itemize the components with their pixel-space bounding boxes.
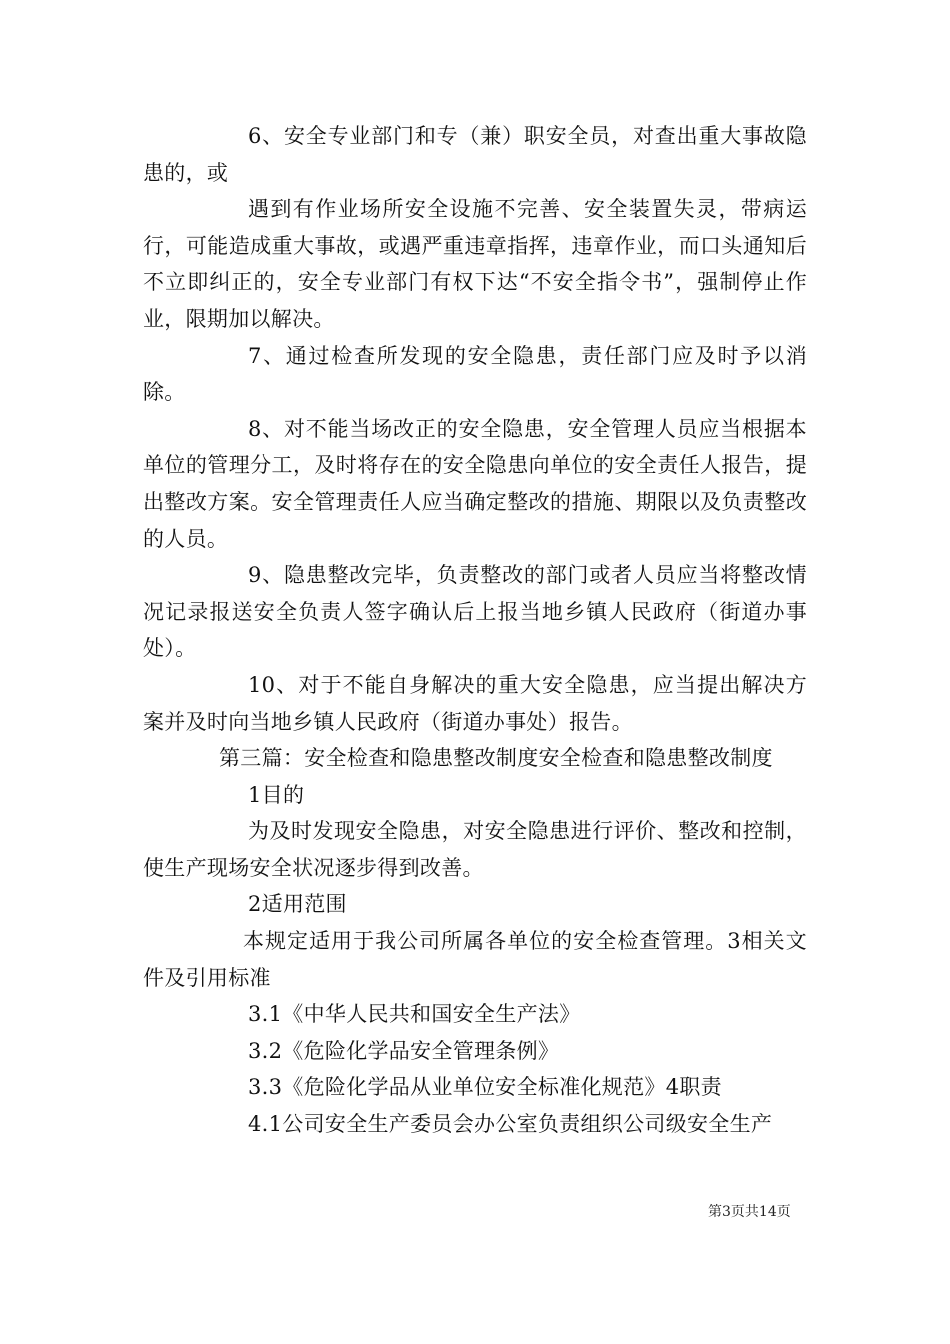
paragraph-item-6: 6、安全专业部门和专（兼）职安全员，对查出重大事故隐患的，或 bbox=[143, 124, 807, 185]
paragraph-item-9: 9、隐患整改完毕，负责整改的部门或者人员应当将整改情况记录报送安全负责人签字确认后上报当地乡镇人民政府（街道办事处）。 bbox=[143, 563, 807, 661]
section-heading-part-three: 第三篇：安全检查和隐患整改制度安全检查和隐患整改制度 bbox=[219, 746, 773, 771]
paragraph-item-10: 10、对于不能自身解决的重大安全隐患，应当提出解决方案并及时向当地乡镇人民政府（街道办事处）报告。 bbox=[143, 672, 807, 734]
section-purpose-heading: 1目的 bbox=[248, 782, 305, 807]
paragraph-item-8: 8、对不能当场改正的安全隐患，安全管理人员应当根据本单位的管理分工，及时将存在的安全隐患向单位的安全责任人报告，提出整改方案。安全管理责任人应当确定整改的措施、期限以及负责整改的人员。 bbox=[143, 416, 807, 551]
reference-item-3-2: 3.2《危险化学品安全管理条例》 bbox=[248, 1038, 560, 1063]
section-scope-text: 本规定适用于我公司所属各单位的安全检查管理。3相关文件及引用标准 bbox=[143, 929, 807, 990]
paragraph-item-7: 7、通过检查所发现的安全隐患，责任部门应及时予以消除。 bbox=[143, 343, 807, 405]
page-number-footer: 第3页共14页 bbox=[708, 1204, 791, 1220]
document-body bbox=[143, 118, 807, 1143]
reference-item-3-1: 3.1《中华人民共和国安全生产法》 bbox=[248, 1002, 581, 1027]
section-purpose-text: 为及时发现安全隐患，对安全隐患进行评价、整改和控制，使生产现场安全状况逐步得到改善。 bbox=[143, 819, 807, 880]
responsibility-item-4-1: 4.1公司安全生产委员会办公室负责组织公司级安全生产 bbox=[248, 1112, 773, 1137]
reference-item-3-3: 3.3《危险化学品从业单位安全标准化规范》4职责 bbox=[248, 1075, 722, 1100]
section-scope-heading: 2适用范围 bbox=[248, 892, 347, 917]
paragraph-item-6-continued: 遇到有作业场所安全设施不完善、安全装置失灵，带病运行，可能造成重大事故，或遇严重违章指挥，违章作业，而口头通知后不立即纠正的，安全专业部门有权下达“不安全指令书”，强制停止作业，限期加以解决。 bbox=[143, 197, 807, 331]
